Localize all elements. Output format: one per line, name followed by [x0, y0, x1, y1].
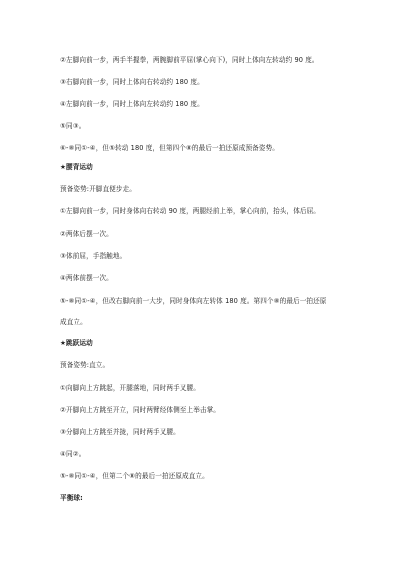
paragraph-line: ②左脚向前一步，两手半握拳，两腕脚前平屈(掌心向下)，同时上体向左转动约 90 度。: [60, 56, 319, 64]
paragraph-line: ④两体前摆一次。: [60, 274, 113, 282]
paragraph-line: ②开脚向上方跳至开立，同时两臂经体侧至上举击掌。: [60, 406, 220, 414]
paragraph-line: ⑥-⑧同①-④，但⑤转动 180 度，但第四个⑧的最后一拍还原成预备姿势。: [60, 144, 279, 152]
paragraph-line: ①向脚向上方跳起，开腿落地，同时两手叉腰。: [60, 384, 200, 392]
paragraph-line: ③右脚向前一步，同时上体向右转动约 180 度。: [60, 78, 204, 86]
paragraph-line: ⑤-⑧同①-④，但第二个⑧的最后一拍还原成直立。: [60, 472, 209, 480]
section-heading: 平衡球:: [60, 494, 83, 502]
paragraph-line: ⑤同③。: [60, 122, 86, 130]
paragraph-line: ④同②。: [60, 450, 86, 458]
paragraph-line: 成直立。: [60, 318, 87, 326]
paragraph-line: 预备姿势:直立。: [60, 361, 110, 369]
paragraph-line: ①左脚向前一步，同时身体向右转动 90 度，两腿经前上举，掌心向前，抬头，体后屈。: [60, 207, 320, 215]
section-heading: ★腰背运动: [60, 163, 93, 171]
paragraph-line: ④左脚向前一步，同时上体向左转动约 180 度。: [60, 100, 204, 108]
paragraph-line: ③分脚向上方跳至并拢，同时两手叉腰。: [60, 428, 180, 436]
paragraph-line: ③体前屈，手指触地。: [60, 252, 127, 260]
paragraph-line: ⑤-⑧同①-④，但改右脚向前一大步，同时身体向左转体 180 度。第四个⑧的最后一拍还原: [60, 297, 327, 305]
paragraph-line: ②两体后摆一次。: [60, 230, 113, 238]
section-heading: ★跳跃运动: [60, 339, 93, 347]
paragraph-line: 预备姿势:开脚直便步走。: [60, 185, 136, 193]
